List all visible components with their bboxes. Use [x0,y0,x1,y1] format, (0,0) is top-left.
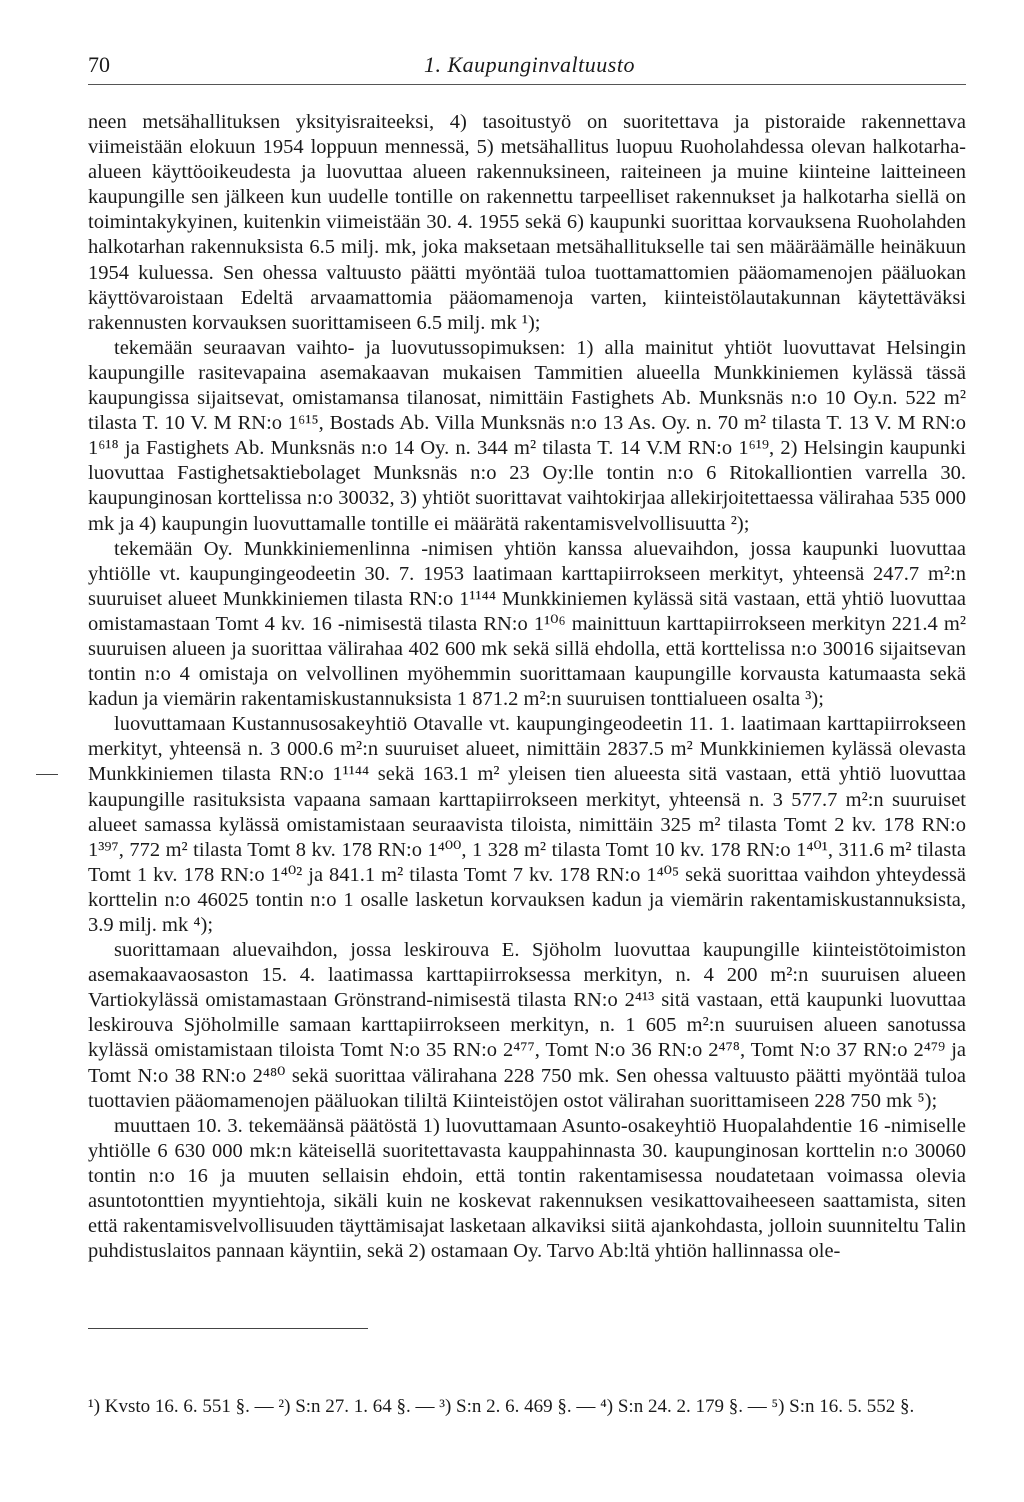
page-number: 70 [88,52,110,77]
paragraph: suorittamaan aluevaihdon, jossa leskirouva E. Sjöholm luovuttaa kaupungille kiinteistötoimiston asemakaavaosaston 15. 4. laatimassa karttapiirroksessa merkityn, n. 4 200 m²:n suuruisen alueen Vartiokylässä omistamastaan Grönstrand-nimisestä tilasta RN:o 2⁴¹³ sitä vastaan, että kaupunki luovuttaa leskirouva Sjöholmille samaan karttapiirrokseen merkityn, n. 1 605 m²:n suuruisen alueen sanotussa kylässä omistamistaan tiloista Tomt N:o 35 RN:o 2⁴⁷⁷, Tomt N:o 36 RN:o 2⁴⁷⁸, Tomt N:o 37 RN:o 2⁴⁷⁹ ja Tomt N:o 38 RN:o 2⁴⁸⁰ sekä suorittaa välirahana 228 750 mk. Sen ohessa valtuusto päätti myöntää tuloa tuottavien pääomamenojen pääluokan tililtä Kiinteistöjen ostot välirahan suorittamiseen 228 750 mk ⁵); [88,939,966,1112]
footnote-divider [88,1328,368,1329]
footnotes [88,1395,966,1418]
paragraph: tekemään seuraavan vaihto- ja luovutussopimuksen: 1) alla mainitut yhtiöt luovuttavat Helsingin kaupungille rasitevapaina asemakaavan mukaisen Tammitien alueella Munkkiniemen kylässä tässä kaupungissa sijaitsevat, omistamansa tilanosat, nimittäin Fastighets Ab. Munksnäs n:o 10 Oy.n. 522 m² tilasta T. 10 V. M RN:o 1⁶¹⁵, Bostads Ab. Villa Munksnäs n:o 13 As. Oy. n. 70 m² tilasta T. 13 V. M RN:o 1⁶¹⁸ ja Fastighets Ab. Munksnäs n:o 14 Oy. n. 344 m² tilasta T. 14 V.M RN:o 1⁶¹⁹, 2) Helsingin kaupunki luovuttaa Fastighetsaktiebolaget Munksnäs n:o 23 Oy:lle tontin n:o 6 Ritokalliontien varrella 30. kaupunginosan korttelissa n:o 30032, 3) yhtiöt suorittavat vaihtokirjaa allekirjoitettaessa välirahaa 535 000 mk ja 4) kaupungin luovuttamalle tontille ei määrätä rakentamisvelvollisuutta ²); [88,336,966,535]
margin-mark [36,774,58,775]
paragraph: neen metsähallituksen yksityisraiteeksi, 4) tasoitustyö on suoritettava ja pistoraide rakennettava viimeistään elokuun 1954 loppuun mennessä, 5) metsähallitus luopuu Ruoholahdessa olevan halkotarha-alueen käyttöoikeudesta ja luovuttaa alueen rakennuksineen, raiteineen ja muine kiinteine laitteineen kaupungille sen jälkeen kun uudelle tontille on rakennettu tarpeelliset rakennukset ja halkotarha siellä on toimintakykyinen, kuitenkin viimeistään 30. 4. 1955 sekä 6) kaupunki suorittaa korvauksena Ruoholahden halkotarhan rakennuksista 6.5 milj. mk, joka maksetaan metsähallitukselle tai sen määräämälle heinäkuun 1954 kuluessa. Sen ohessa valtuusto päätti myöntää tuloa tuottamattomien pääomamenojen pääluokan käyttövaroistaan Edeltä arvaamattomia pääomamenoja varten, kiinteistölautakunnan käytettäväksi rakennusten korvauksen suorittamiseen 6.5 milj. mk ¹); [88,111,966,334]
paragraph: luovuttamaan Kustannusosakeyhtiö Otavalle vt. kaupungingeodeetin 11. 1. laatimaan karttapiirrokseen merkityt, yhteensä n. 3 000.6 m²:n suuruiset alueet, nimittäin 2837.5 m² Munkkiniemen kylässä olevasta Munkkiniemen tilasta RN:o 1¹¹⁴⁴ sekä 163.1 m² yleisen tien alueesta sitä vastaan, että yhtiö luovuttaa kaupungille rasituksista vapaana samaan karttapiirrokseen merkityt, yhteensä n. 3 577.7 m²:n suuruiset alueet samassa kylässä omistamistaan seuraavista tiloista, nimittäin 325 m² tilasta Tomt 2 kv. 178 RN:o 1³⁹⁷, 772 m² tilasta Tomt 8 kv. 178 RN:o 1⁴⁰⁰, 1 328 m² tilasta Tomt 10 kv. 178 RN:o 1⁴⁰¹, 311.6 m² tilasta Tomt 1 kv. 178 RN:o 1⁴⁰² ja 841.1 m² tilasta Tomt 7 kv. 178 RN:o 1⁴⁰⁵ sekä suorittaa vaihdon yhteydessä korttelin n:o 46025 tontin n:o 1 osalle lasketun korvauksen kadun ja viemärin rakentamiskustannuksista, 3.9 milj. mk ⁴); [88,713,966,936]
paragraph: tekemään Oy. Munkkiniemenlinna -nimisen yhtiön kanssa aluevaihdon, jossa kaupunki luovuttaa yhtiölle vt. kaupungingeodeetin 30. 7. 1953 laatimaan karttapiirrokseen merkityt, yhteensä 247.7 m²:n suuruiset alueet Munkkiniemen tilasta RN:o 1¹¹⁴⁴ Munkkiniemen kylässä sitä vastaan, että yhtiö luovuttaa omistamastaan Tomt 4 kv. 16 -nimisestä tilasta RN:o 1¹⁰⁶ mainittuun karttapiirrokseen merkityn 221.4 m² suuruisen alueen ja suorittaa välirahaa 402 600 mk sekä sillä ehdolla, että korttelissa n:o 30016 sijaitsevan tontin n:o 4 omistaja on velvollinen myöhemmin suorittamaan kaupungille korvausta katumaasta sekä kadun ja viemärin rakentamiskustannuksista 1 871.2 m²:n suuruisen tonttialueen osalta ³); [88,537,966,711]
paragraph: muuttaen 10. 3. tekemäänsä päätöstä 1) luovuttamaan Asunto-osakeyhtiö Huopalahdentie 16 -nimiselle yhtiölle 6 630 000 mk:n käteisellä suoritettavasta kauppahinnasta 30. kaupunginosan korttelin n:o 30060 tontin n:o 16 ja muuten sellaisin ehdoin, että tontin rakentamisessa noudatetaan voimassa olevia asuntotonttien myyntiehtoja, sikäli kuin ne koskevat rakennuksen vesikattovaiheeseen saattamista, siten että rakentamisvelvollisuuden täyttämisajat lasketaan alkaviksi siitä ajankohdasta, jolloin suunniteltu Talin puhdistuslaitos pannaan käyntiin, sekä 2) ostamaan Oy. Tarvo Ab:ltä yhtiön hallinnassa ole- [88,1114,966,1263]
body-text [88,110,966,1264]
page-header [88,52,966,85]
running-title: 1. Kaupunginvaltuusto [424,52,635,77]
footnote-text: ¹) Kvsto 16. 6. 551 §. — ²) S:n 27. 1. 64 §. — ³) S:n 2. 6. 469 §. — ⁴) S:n 24. 2. 179 §. — ⁵) S:n 16. 5. 552 §. [88,1396,915,1417]
